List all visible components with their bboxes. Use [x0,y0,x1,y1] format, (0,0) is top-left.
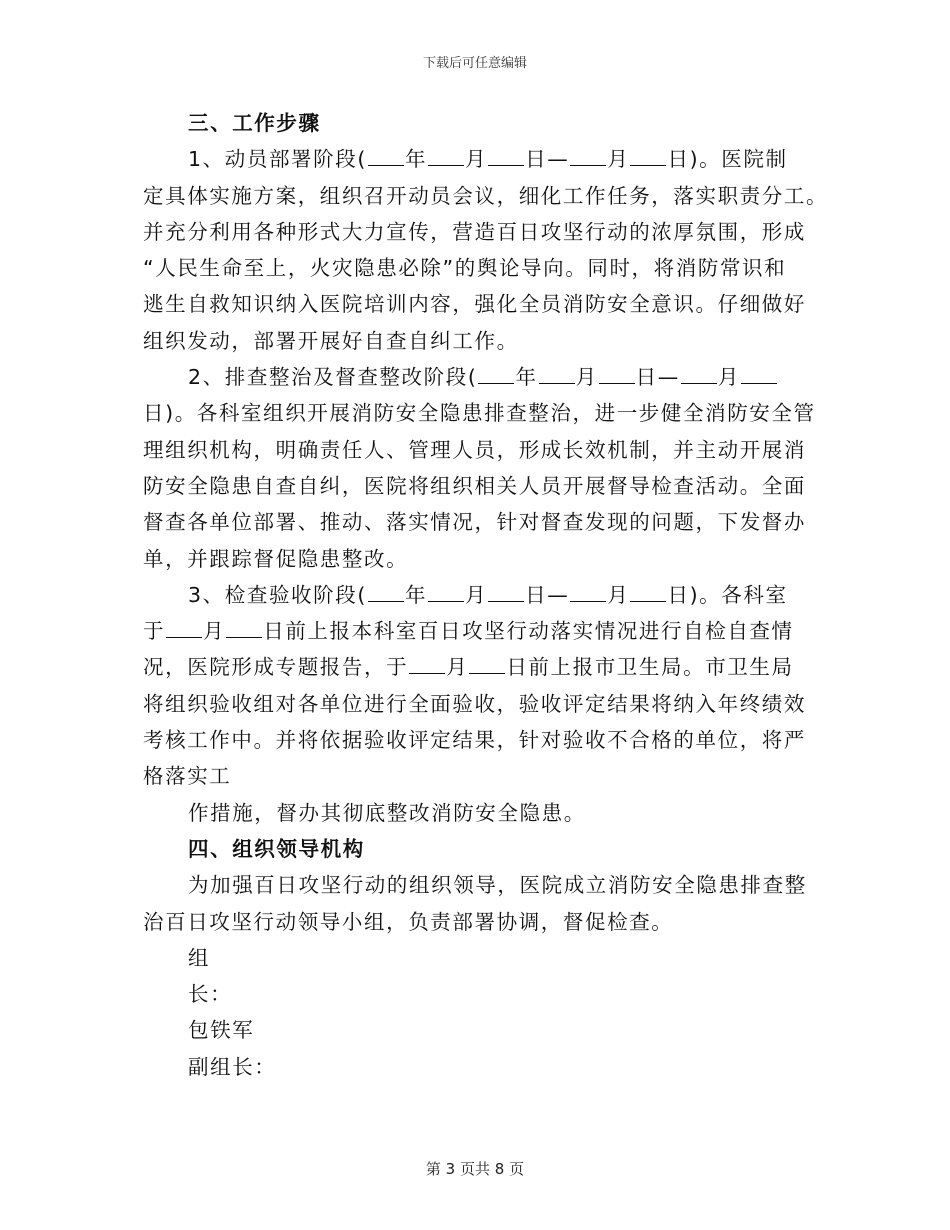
paragraph-line: 治百日攻坚行动领导小组，负责部署协调，督促检查。 [143,909,674,934]
fill-blank[interactable] [409,657,445,674]
paragraph-line: 格落实工 [143,764,232,789]
paragraph-line: 2、排查整治及督查整改阶段( 年 月 日— 月 [143,359,813,395]
paragraph-line: “人民生命至上，火灾隐患必除”的舆论导向。同时，将消防常识和 [143,256,787,281]
paragraph-line: 考核工作中。并将依据验收评定结果，针对验收不合格的单位，将严 [143,728,806,753]
fill-blank[interactable] [570,149,606,166]
fill-blank[interactable] [368,585,404,602]
fill-blank[interactable] [630,149,666,166]
fill-blank[interactable] [488,585,524,602]
paragraph-line: 将组织验收组对各单位进行全面验收，验收评定结果将纳入年终绩效 [143,691,806,716]
document-body [143,105,829,1085]
fill-blank[interactable] [368,149,404,166]
fill-blank[interactable] [630,585,666,602]
paragraph-line: 并充分利用各种形式大力宣传，营造百日攻坚行动的浓厚氛围，形成 [143,219,806,244]
paragraph-line: 为加强百日攻坚行动的组织领导，医院成立消防安全隐患排查整 [188,873,807,898]
fill-blank[interactable] [469,657,505,674]
section-heading: 三、工作步骤 [188,111,321,135]
fill-blank[interactable] [226,621,262,638]
paragraph-line: 于 月 日前上报本科室百日攻坚行动落实情况进行自检自查情 [143,619,794,644]
paragraph-line: 日)。各科室组织开展消防安全隐患排查整治，进一步健全消防安全管 [143,401,816,426]
leader-label-part: 组 [188,945,211,970]
fill-blank[interactable] [741,367,777,384]
page-header: 下载后可任意编辑 [422,56,527,71]
paragraph-line: 理组织机构，明确责任人、管理人员，形成长效机制，并主动开展消 [143,437,806,462]
fill-blank[interactable] [488,149,524,166]
fill-blank[interactable] [570,585,606,602]
fill-blank[interactable] [539,367,575,384]
paragraph-line: 督查各单位部署、推动、落实情况，针对督查发现的问题，下发督办 [143,510,806,535]
fill-blank[interactable] [428,585,464,602]
deputy-leader-label: 副组长： [188,1054,277,1079]
fill-blank[interactable] [478,367,514,384]
fill-blank[interactable] [599,367,635,384]
leader-label-part: 长： [188,982,233,1007]
paragraph-line: 1、动员部署阶段( 年 月 日— 月 日)。医院制 [188,147,788,172]
paragraph-line: 3、检查验收阶段( 年 月 日— 月 日)。各科室 [188,582,788,607]
paragraph-line: 作措施，督办其彻底整改消防安全隐患。 [188,800,586,825]
fill-blank[interactable] [166,621,202,638]
paragraph-line: 定具体实施方案，组织召开动员会议，细化工作任务，落实职责分工。 [143,183,829,208]
paragraph-line: 防安全隐患自查自纠，医院将组织相关人员开展督导检查活动。全面 [143,473,806,498]
fill-blank[interactable] [428,149,464,166]
fill-blank[interactable] [681,367,717,384]
paragraph-line: 况，医院形成专题报告，于 月 日前上报市卫生局。市卫生局 [143,655,794,680]
paragraph-line: 逃生自救知识纳入医院培训内容，强化全员消防安全意识。仔细做好 [143,292,806,317]
section-heading: 四、组织领导机构 [188,836,365,861]
paragraph-line: 组织发动，部署开展好自查自纠工作。 [143,328,519,353]
page-footer: 第 3 页共 8 页 [425,1160,525,1178]
leader-name: 包铁军 [188,1018,255,1043]
paragraph-line: 单，并跟踪督促隐患整改。 [143,546,409,571]
